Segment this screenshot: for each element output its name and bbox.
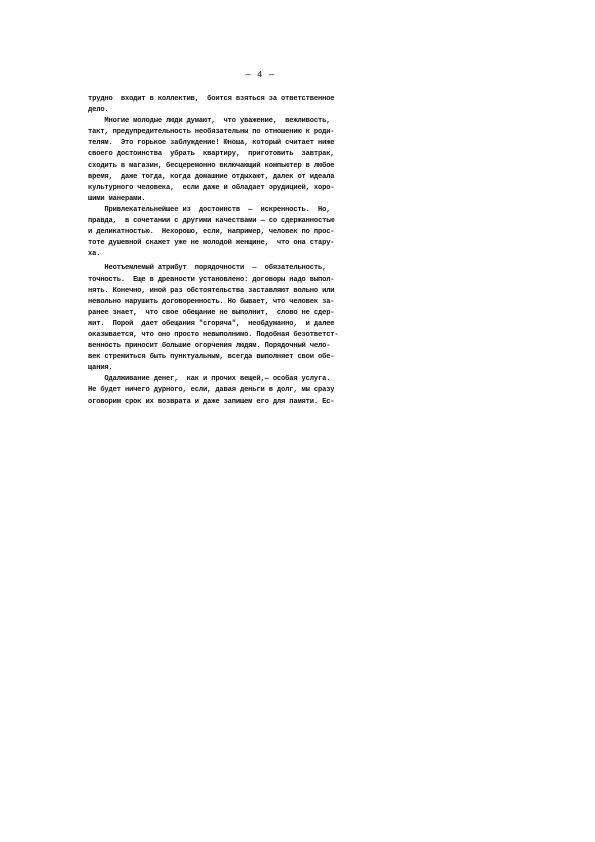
- text-line: сходить в магазин, бесцеремонно включающий компьютер в любое: [88, 161, 335, 170]
- text-line: невольно нарушить договоренность. Но бывает, что человек за-: [88, 297, 335, 306]
- text-line: век стремиться быть пунктуальным, всегда выполняет свои обе-: [88, 353, 335, 362]
- text-line: нять. Конечно, иной раз обстоятельства заставляют вольно или: [88, 286, 335, 295]
- text-line: тоте душевной скажет уже не молодой женщине, что она стару-: [88, 239, 335, 248]
- body-text: [88, 94, 448, 408]
- text-line: и деликатностью. Нехорошо, если, например, человек по прос-: [88, 228, 335, 237]
- text-line: дело.: [88, 106, 109, 115]
- text-line: Многие молодые люди думают, что уважение, вежливость,: [88, 117, 331, 126]
- text-line: такт, предупредительность необязательны по отношению к роди-: [88, 128, 335, 137]
- text-line: культурного человека, если даже и обладает эрудицией, хоро-: [88, 183, 335, 192]
- text-line: Одалживание денег, как и прочих вещей,— особая услуга.: [88, 375, 331, 384]
- text-line: Не будет ничего дурного, если, давая деньги в долг, мы сразу: [88, 386, 335, 395]
- text-line: ранее знает, что свое обещание не выполнит, слово не сдер-: [88, 308, 335, 317]
- text-line: оговорим срок их возврата и даже запишем его для памяти. Ес-: [88, 397, 335, 406]
- text-line: правда, в сочетании с другими качествами — со сдержанностью: [88, 217, 335, 226]
- text-line: шими манерами.: [88, 194, 146, 203]
- text-line: оказывается, что оно просто невыполнимо. Подобная безответст-: [88, 330, 339, 339]
- text-line: ха.: [88, 250, 101, 259]
- text-line: телям. Это горькое заблуждение! Юноша, который считает ниже: [88, 139, 335, 148]
- text-line: точность. Еще в древности установлено: договоры надо выпол-: [88, 275, 335, 284]
- text-line: венность приносит большие огорчения людям. Порядочный чело-: [88, 342, 331, 351]
- text-line: Неотъемлемый атрибут порядочности — обязательность,: [88, 264, 327, 273]
- text-line: трудно входит в коллектив, боится взяться за ответственное: [88, 95, 335, 103]
- text-line: своего достоинства убрать квартиру, приготовить завтрак,: [88, 150, 335, 159]
- text-line: жит. Порой дает обещания "сгоряча", необдуманно, и далее: [88, 319, 335, 328]
- text-line: щания.: [88, 364, 113, 373]
- text-line: время, даже тогда, когда домашние отдыхают, далек от идеала: [88, 172, 335, 181]
- text-line: Привлекательнейшее из достоинств — искренность. Но,: [88, 205, 331, 214]
- page-number: — 4 —: [245, 70, 275, 80]
